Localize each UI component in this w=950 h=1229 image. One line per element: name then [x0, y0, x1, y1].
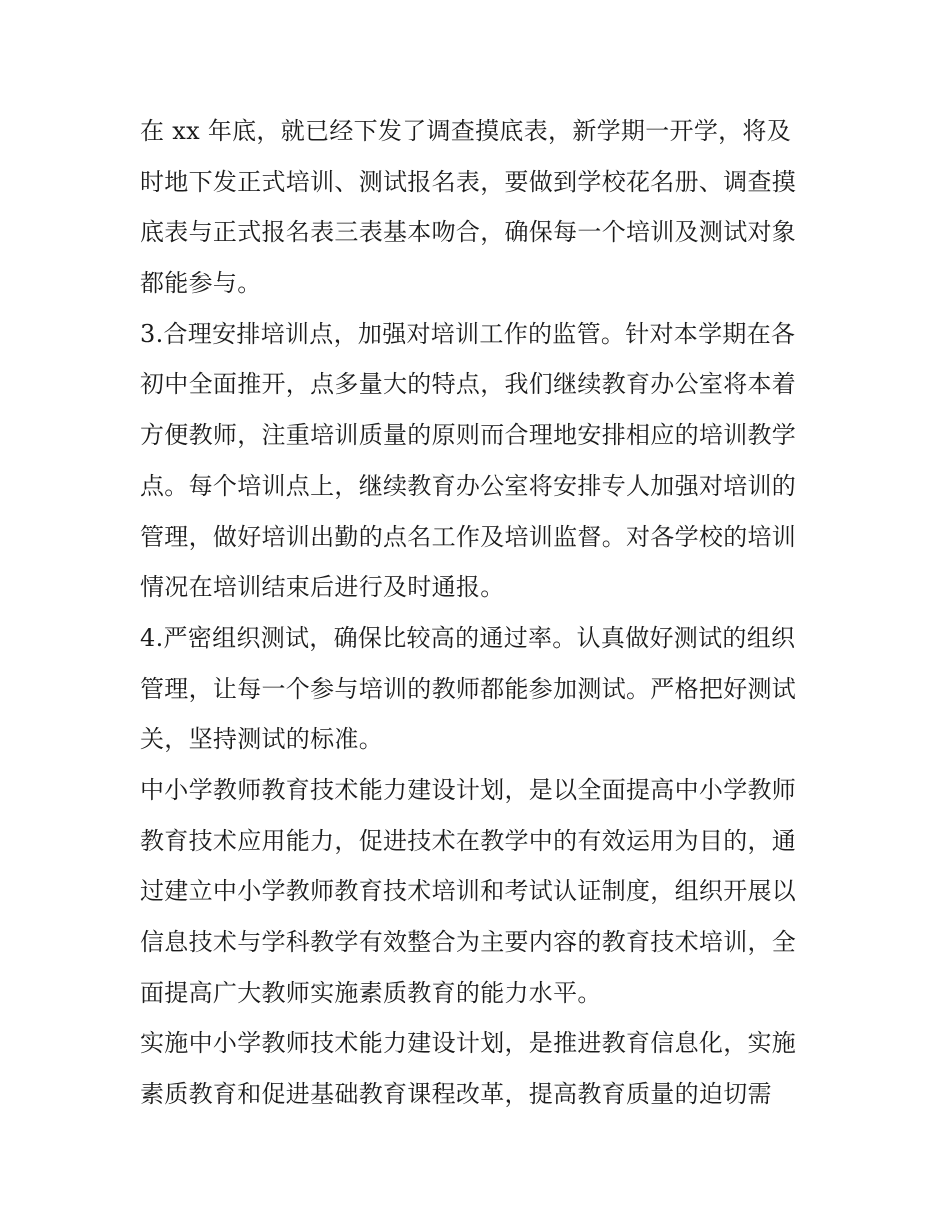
text-line-8: 点。每个培训点上，继续教育办公室将安排专人加强对培训的	[140, 471, 797, 500]
text-line-7: 方便教师，注重培训质量的原则而合理地安排相应的培训教学	[140, 421, 797, 450]
text-line-16: 过建立中小学教师教育技术培训和考试认证制度，组织开展以	[140, 877, 797, 906]
text-line-20: 素质教育和促进基础教育课程改革，提高教育质量的迫切需	[140, 1080, 772, 1109]
text-line-11: 4.严密组织测试，确保比较高的通过率。认真做好测试的组织	[140, 623, 796, 652]
text-line-5: 3.合理安排培训点，加强对培训工作的监管。针对本学期在各	[140, 319, 796, 348]
text-line-19: 实施中小学教师技术能力建设计划，是推进教育信息化，实施	[140, 1029, 797, 1058]
text-line-13: 关，坚持测试的标准。	[140, 725, 383, 754]
text-line-18: 面提高广大教师实施素质教育的能力水平。	[140, 978, 602, 1007]
text-line-17: 信息技术与学科教学有效整合为主要内容的教育技术培训，全	[140, 928, 797, 956]
text-line-1: 在 xx 年底，就已经下发了调查摸底表，新学期一开学，将及	[140, 117, 792, 145]
text-line-3: 底表与正式报名表三表基本吻合，确保每一个培训及测试对象	[140, 218, 797, 247]
text-line-12: 管理，让每一个参与培训的教师都能参加测试。严格把好测试	[140, 674, 797, 703]
text-line-4: 都能参与。	[140, 269, 262, 298]
text-line-6: 初中全面推开，点多量大的特点，我们继续教育办公室将本着	[140, 370, 797, 399]
text-line-9: 管理，做好培训出勤的点名工作及培训监督。对各学校的培训	[140, 522, 797, 551]
text-line-10: 情况在培训结束后进行及时通报。	[140, 573, 505, 602]
text-line-2: 时地下发正式培训、测试报名表，要做到学校花名册、调查摸	[140, 167, 797, 196]
text-line-15: 教育技术应用能力，促进技术在教学中的有效运用为目的，通	[140, 826, 797, 855]
text-line-14: 中小学教师教育技术能力建设计划，是以全面提高中小学教师	[140, 775, 797, 804]
body-text	[140, 106, 820, 1120]
